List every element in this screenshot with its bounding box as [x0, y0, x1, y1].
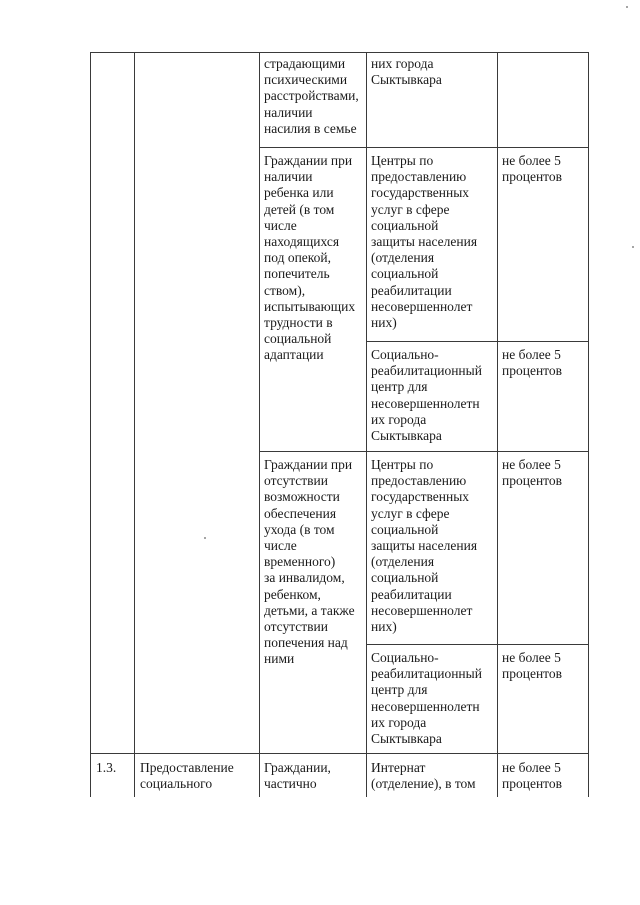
- provider-cell: Интернат (отделение), в том: [371, 760, 476, 792]
- scan-speck: [626, 6, 628, 8]
- limit-cell: не более 5 процентов: [502, 760, 563, 792]
- recipients-cell: Граждании, частично: [264, 760, 331, 792]
- provider-cell: Центры по предоставлению государственных услуг в сфере социальной защиты населения (отделения социальной реабилитации несовершеннолет них): [371, 153, 478, 331]
- scan-speck: [204, 537, 206, 539]
- scan-speck: [632, 246, 634, 248]
- provider-cell: них города Сыктывкара: [371, 56, 442, 88]
- recipients-cell: Граждании при отсутствии возможности обеспечения ухода (в том числе временного) за инвалидом, ребенком, детьми, а также отсутствии попечения над ними: [264, 457, 355, 667]
- table-border-right: [588, 52, 589, 797]
- column-divider-number: [134, 52, 135, 797]
- row-number-cell: 1.3.: [96, 760, 117, 775]
- row-divider-3: [90, 753, 589, 754]
- column-divider-recipients: [366, 52, 367, 797]
- row-divider-2a: [366, 644, 589, 645]
- service-cell: Предоставление социального: [140, 760, 234, 792]
- recipients-cell: страдающими психическими расстройствами, наличии насилия в семье: [264, 56, 359, 136]
- row-divider-1: [259, 147, 589, 148]
- recipients-cell: Граждании при наличии ребенка или детей (в том числе находящихся под опекой, попечитель ством), испытывающих трудности в социальной адаптации: [264, 153, 356, 363]
- provider-cell: Социально- реабилитационный центр для несовершеннолетн их города Сыктывкара: [371, 650, 482, 747]
- table-border-left: [90, 52, 91, 797]
- column-divider-providers: [497, 52, 498, 797]
- row-divider-2: [259, 451, 589, 452]
- limit-cell: не более 5 процентов: [502, 347, 563, 379]
- row-divider-1a: [366, 341, 589, 342]
- provider-cell: Социально- реабилитационный центр для несовершеннолетн их города Сыктывкара: [371, 347, 482, 444]
- limit-cell: не более 5 процентов: [502, 457, 563, 489]
- limit-cell: не более 5 процентов: [502, 153, 563, 185]
- column-divider-service: [259, 52, 260, 797]
- table-border-top: [90, 52, 589, 53]
- provider-cell: Центры по предоставлению государственных услуг в сфере социальной защиты населения (отделения социальной реабилитации несовершеннолет них): [371, 457, 478, 635]
- limit-cell: не более 5 процентов: [502, 650, 563, 682]
